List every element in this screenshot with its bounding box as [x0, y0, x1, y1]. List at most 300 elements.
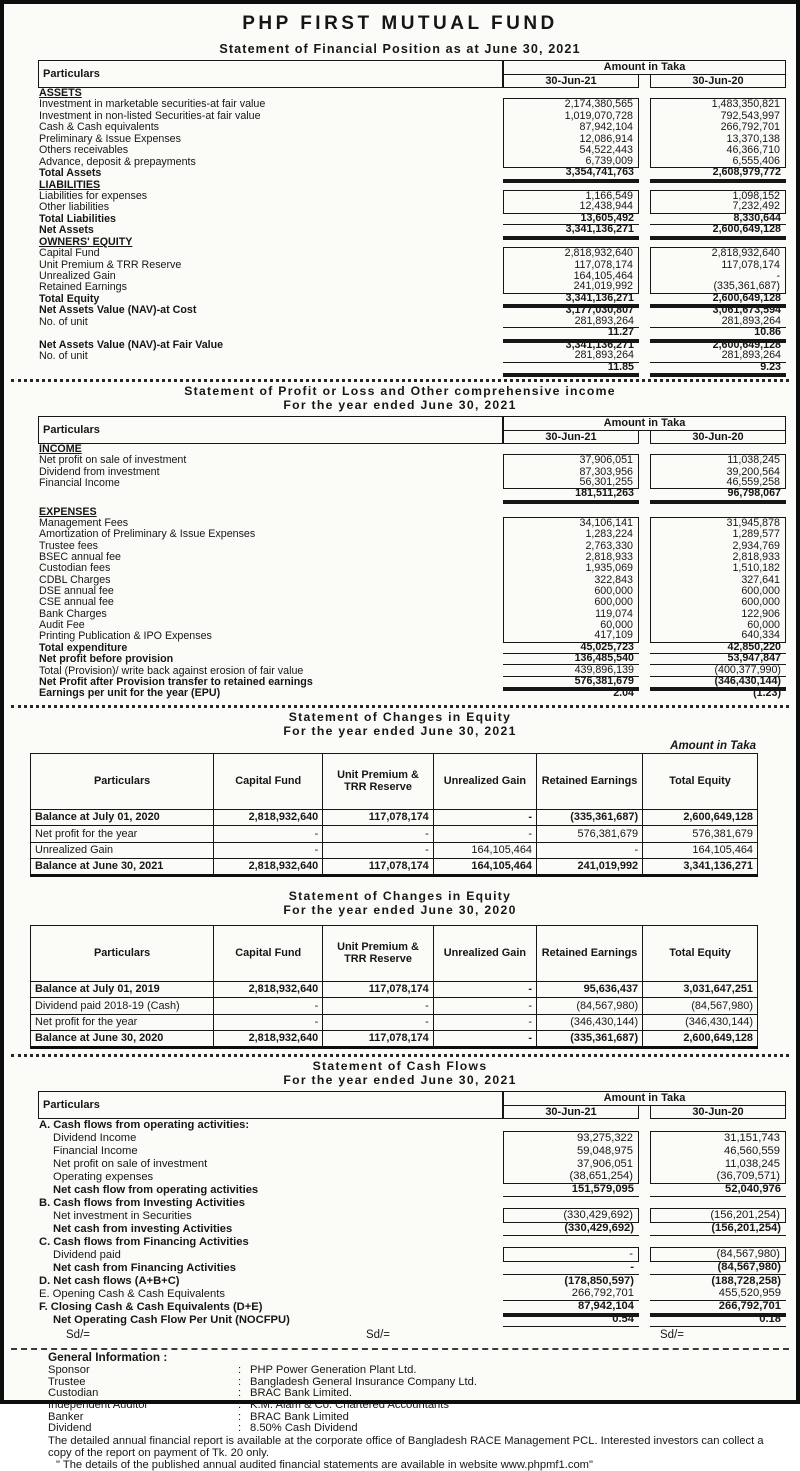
table-row	[38, 1210, 786, 1223]
row-label: Operating expenses	[53, 1170, 154, 1183]
info-value: 8.50% Cash Dividend	[250, 1422, 358, 1435]
value-2020: 2,608,979,772	[650, 167, 786, 179]
cell-value: 3,031,647,251	[643, 981, 758, 998]
table-row	[38, 609, 786, 620]
row-label: OWNERS' EQUITY	[39, 235, 133, 248]
value-2021: 136,485,540	[503, 653, 639, 665]
value-2020: 792,543,997	[650, 111, 786, 122]
column-header-2021: 30-Jun-21	[503, 75, 639, 88]
dotted-separator	[11, 1054, 789, 1057]
value-2020: 13,370,138	[650, 134, 786, 145]
cell-value: -	[433, 998, 536, 1015]
equity-column-header: Unit Premium & TRR Reserve	[323, 925, 434, 981]
row-label: Total Liabilities	[39, 212, 116, 225]
value-2021: 1,166,549	[503, 190, 639, 202]
row-label: Balance at June 30, 2021	[31, 859, 214, 876]
value-2021: 11.27	[503, 327, 639, 339]
cell-value: (84,567,980)	[643, 998, 758, 1015]
equity-row	[31, 842, 758, 859]
financial-position-rows	[38, 88, 786, 374]
dotted-separator	[11, 379, 789, 382]
row-label: Total (Provision)/ write back against erosion of fair value	[39, 664, 304, 677]
amount-header-group	[503, 60, 786, 88]
cell-value: 241,019,992	[536, 859, 642, 876]
website-note: " The details of the published annual audited financial statements are available in website www.phpmf1.com"	[56, 1458, 593, 1471]
column-header-2020: 30-Jun-20	[650, 431, 786, 444]
cell-value: 2,600,649,128	[643, 809, 758, 826]
table-row	[38, 360, 786, 374]
equity-2021-period: For the year ended June 30, 2021	[283, 723, 517, 738]
value-2020: 455,520,959	[650, 1287, 786, 1301]
report-availability-note: The detailed annual financial report is available at the corporate office of Bangladesh RACE Management PCL. Interested investors can collect a copy of the report on payment of Tk. 20 only.	[48, 1435, 764, 1459]
value-2020: 600,000	[650, 586, 786, 597]
value-2020: 10.86	[650, 327, 786, 339]
equity-column-header: Particulars	[31, 753, 214, 809]
table-row	[38, 1145, 786, 1158]
equity-row	[31, 809, 758, 826]
table-row	[38, 688, 786, 699]
equity-row	[31, 1031, 758, 1048]
value-2021: 322,843	[503, 575, 639, 586]
value-2021: 164,105,464	[503, 271, 639, 282]
value-2021: 417,109	[503, 630, 639, 642]
value-2020: 2,600,649,128	[712, 338, 781, 351]
value-2020: 281,893,264	[650, 350, 786, 362]
table-row	[38, 248, 786, 259]
general-information-section	[48, 1352, 782, 1471]
table-row	[38, 260, 786, 271]
profit-loss-statement	[38, 416, 786, 700]
row-label: Dividend paid 2018-19 (Cash)	[31, 998, 214, 1015]
table-row	[38, 1184, 786, 1197]
table-row	[38, 597, 786, 608]
value-2021: 11.85	[503, 362, 639, 374]
cell-value: 576,381,679	[643, 826, 758, 843]
cell-value: -	[536, 842, 642, 859]
general-info-row	[48, 1365, 782, 1377]
row-label: F. Closing Cash & Cash Equivalents (D+E)	[39, 1301, 263, 1314]
info-colon: :	[238, 1363, 242, 1376]
cell-value: -	[433, 809, 536, 826]
row-label: Cash & Cash equivalents	[39, 121, 160, 134]
value-2021: 3,177,030,807	[565, 304, 634, 317]
info-label: Trustee	[48, 1375, 86, 1388]
table-row	[38, 552, 786, 563]
general-information-heading: General Information :	[48, 1350, 168, 1365]
row-label: Unrealized Gain	[31, 842, 214, 859]
row-label: Unit Premium & TRR Reserve	[39, 258, 182, 271]
info-label: Sponsor	[48, 1363, 90, 1376]
cell-value: 164,105,464	[433, 859, 536, 876]
table-row	[38, 1223, 786, 1236]
row-label: Investment in marketable securities-at fair value	[39, 98, 266, 111]
equity-header-row	[31, 753, 758, 809]
cell-value: -	[433, 1031, 536, 1048]
cell-value: (84,567,980)	[536, 998, 642, 1015]
row-label: Net profit for the year	[31, 1014, 214, 1031]
row-label: Total expenditure	[39, 641, 128, 654]
value-2020: -	[650, 271, 786, 282]
dotted-separator	[11, 705, 789, 708]
amount-in-taka-header: Amount in Taka	[503, 1091, 786, 1106]
cash-flows-rows	[38, 1119, 786, 1328]
value-2020: 1,098,152	[650, 190, 786, 202]
value-2020: 60,000	[650, 620, 786, 631]
value-2021: 117,078,174	[503, 260, 639, 271]
row-label: Investment in non-listed Securities-at fair value	[39, 109, 261, 122]
value-2020: 8,330,644	[650, 213, 786, 225]
value-2021: 45,025,723	[503, 642, 639, 654]
info-label: Banker	[48, 1410, 84, 1423]
row-label: CSE annual fee	[39, 596, 114, 609]
amount-in-taka-note: Amount in Taka	[670, 739, 756, 752]
value-2020: (346,430,144)	[650, 676, 786, 688]
equity-2020-period: For the year ended June 30, 2020	[283, 902, 517, 917]
signature-row	[8, 1329, 792, 1344]
value-2020: 3,061,673,594	[712, 304, 781, 317]
cell-value: 117,078,174	[323, 859, 434, 876]
value-2021: 87,303,956	[503, 467, 639, 478]
column-header-2021: 30-Jun-21	[503, 431, 639, 444]
value-2020: 2,818,932,640	[650, 247, 786, 259]
value-2021: 576,381,679	[503, 676, 639, 688]
value-2021: 87,942,104	[503, 1300, 639, 1314]
cell-value: -	[323, 998, 434, 1015]
row-label: Dividend from investment	[39, 465, 160, 478]
value-2021: 12,086,914	[503, 134, 639, 145]
value-2020: 42,850,220	[650, 642, 786, 654]
equity-row	[31, 859, 758, 876]
column-header-2021: 30-Jun-21	[503, 1106, 639, 1119]
row-label: LIABILITIES	[39, 178, 101, 191]
row-label: Retained Earnings	[39, 281, 127, 294]
financial-position-statement	[38, 60, 786, 374]
value-2021: 281,893,264	[503, 350, 639, 362]
info-value: PHP Power Generation Plant Ltd.	[250, 1363, 417, 1376]
value-2021: (178,850,597)	[564, 1275, 634, 1288]
value-2021: 151,579,095	[503, 1183, 639, 1197]
particulars-header: Particulars	[38, 416, 503, 444]
row-label: Audit Fee	[39, 619, 85, 632]
row-label: C. Cash flows from Financing Activities	[39, 1235, 249, 1248]
value-2021: 181,511,263	[503, 488, 639, 500]
value-2020: 11,038,245	[650, 1158, 786, 1171]
info-colon: :	[238, 1410, 242, 1423]
value-2020: 39,200,564	[650, 467, 786, 478]
row-label: D. Net cash flows (A+B+C)	[39, 1275, 180, 1288]
profit-loss-rows	[38, 444, 786, 700]
cash-flows-period: For the year ended June 30, 2021	[283, 1072, 517, 1087]
value-2021: 266,792,701	[503, 1287, 639, 1301]
amount-header-group	[503, 416, 786, 444]
equity-row	[31, 981, 758, 998]
value-2021: 119,074	[503, 609, 639, 620]
cell-value: -	[323, 842, 434, 859]
row-label: BSEC annual fee	[39, 551, 121, 564]
table-row	[38, 455, 786, 466]
equity-column-header: Unrealized Gain	[433, 925, 536, 981]
cell-value: -	[214, 826, 323, 843]
row-label: Other liabilities	[39, 201, 110, 214]
value-2021: 6,739,009	[503, 156, 639, 168]
value-2020: 266,792,701	[650, 122, 786, 133]
row-label: B. Cash flows from Investing Activities	[39, 1196, 245, 1209]
table-header	[38, 1091, 786, 1119]
amount-in-taka-header: Amount in Taka	[503, 60, 786, 75]
equity-row	[31, 826, 758, 843]
value-2021: 59,048,975	[503, 1145, 639, 1158]
cell-value: -	[323, 826, 434, 843]
row-label: Net cash from Financing Activities	[53, 1262, 236, 1275]
cell-value: 3,341,136,271	[643, 859, 758, 876]
row-label: Net cash flow from operating activities	[53, 1183, 259, 1196]
signature-sd: Sd/=	[366, 1329, 390, 1342]
row-label: Net profit on sale of investment	[53, 1157, 208, 1170]
value-2021: 37,906,051	[503, 454, 639, 466]
value-2020: (335,361,687)	[650, 281, 786, 293]
value-2021: 1,019,070,728	[503, 111, 639, 122]
row-label: CDBL Charges	[39, 573, 111, 586]
row-label: Net profit on sale of investment	[39, 454, 187, 467]
value-2021: 439,896,139	[503, 665, 639, 677]
row-label: No. of unit	[39, 315, 88, 328]
value-2021: 600,000	[503, 597, 639, 608]
table-row	[38, 1262, 786, 1275]
table-row	[38, 225, 786, 236]
cell-value: (346,430,144)	[536, 1014, 642, 1031]
value-2021: 54,522,443	[503, 145, 639, 156]
value-2021: 12,438,944	[503, 201, 639, 213]
table-row	[38, 1249, 786, 1262]
value-2021: 281,893,264	[503, 316, 639, 328]
value-2021: (330,429,692)	[503, 1222, 639, 1236]
value-2020: 2,818,933	[650, 552, 786, 563]
cell-value: (335,361,687)	[536, 809, 642, 826]
fund-title: PHP FIRST MUTUAL FUND	[242, 13, 558, 34]
cell-value: 2,818,932,640	[214, 859, 323, 876]
value-2021: 1,935,069	[503, 563, 639, 574]
value-2020: 96,798,067	[650, 488, 786, 500]
table-row	[38, 586, 786, 597]
value-2021: 93,275,322	[503, 1131, 639, 1145]
row-label: Net profit before provision	[39, 653, 174, 666]
cell-value: 164,105,464	[433, 842, 536, 859]
value-2020: 31,151,743	[650, 1131, 786, 1145]
table-row	[38, 1132, 786, 1145]
cell-value: -	[214, 1014, 323, 1031]
cell-value: 95,636,437	[536, 981, 642, 998]
row-label: Net Assets	[39, 224, 94, 237]
value-2021: 2.04	[613, 687, 634, 700]
value-2021: 2,818,932,640	[503, 247, 639, 259]
cell-value: 2,600,649,128	[643, 1031, 758, 1048]
row-label: Amortization of Preliminary & Issue Expenses	[39, 528, 256, 541]
value-2020: 117,078,174	[650, 260, 786, 271]
cell-value: (335,361,687)	[536, 1031, 642, 1048]
row-label: Net Profit after Provision transfer to retained earnings	[39, 675, 313, 688]
value-2020: 9.23	[650, 362, 786, 374]
value-2020: 1,510,182	[650, 563, 786, 574]
row-label: E. Opening Cash & Cash Equivalents	[39, 1288, 225, 1301]
value-2020: 0.18	[650, 1313, 786, 1327]
value-2021: 34,106,141	[503, 517, 639, 529]
cash-flows-subtitle: Statement of Cash Flows	[312, 1058, 488, 1073]
row-label: Preliminary & Issue Expenses	[39, 132, 181, 145]
cell-value: -	[323, 1014, 434, 1031]
value-2021: 3,354,741,763	[503, 167, 639, 179]
cell-value: (346,430,144)	[643, 1014, 758, 1031]
table-row	[38, 1314, 786, 1327]
equity-2021-subtitle: Statement of Changes in Equity	[288, 709, 512, 724]
value-2021: 2,763,330	[503, 541, 639, 552]
amount-header-group	[503, 1091, 786, 1119]
table-row	[38, 575, 786, 586]
value-2021: 87,942,104	[503, 122, 639, 133]
profit-loss-period: For the year ended June 30, 2021	[283, 397, 517, 412]
info-colon: :	[238, 1375, 242, 1388]
column-header-2020: 30-Jun-20	[650, 1106, 786, 1119]
table-row	[38, 1301, 786, 1314]
info-colon: :	[238, 1387, 242, 1400]
general-information-items	[48, 1365, 782, 1435]
value-2021: 56,301,255	[503, 477, 639, 489]
value-2020: 281,893,264	[650, 316, 786, 328]
info-colon: :	[238, 1422, 242, 1435]
value-2021: -	[503, 1261, 639, 1275]
row-label: Printing Publication & IPO Expenses	[39, 630, 212, 643]
row-label: Liabilities for expenses	[39, 189, 148, 202]
value-2021: 2,174,380,565	[503, 98, 639, 110]
table-row	[38, 563, 786, 574]
row-label: Trustee fees	[39, 539, 99, 552]
value-2020: 640,334	[650, 630, 786, 642]
cell-value: 117,078,174	[323, 981, 434, 998]
row-label: Earnings per unit for the year (EPU)	[39, 687, 221, 700]
value-2021: (330,429,692)	[503, 1208, 639, 1223]
cell-value: -	[433, 826, 536, 843]
table-row	[38, 1275, 786, 1288]
row-label: Financial Income	[39, 477, 120, 490]
value-2020: (188,728,258)	[711, 1275, 781, 1288]
row-label: Net Assets Value (NAV)-at Cost	[39, 304, 197, 317]
cell-value: 2,818,932,640	[214, 1031, 323, 1048]
equity-row	[31, 998, 758, 1015]
value-2020: 600,000	[650, 597, 786, 608]
equity-column-header: Capital Fund	[214, 925, 323, 981]
table-row	[38, 328, 786, 339]
value-2020: (1.23)	[753, 687, 781, 700]
value-2020: 1,289,577	[650, 529, 786, 540]
value-2020: 327,641	[650, 575, 786, 586]
info-value: BRAC Bank Limited.	[250, 1387, 352, 1400]
row-label: Net Assets Value (NAV)-at Fair Value	[39, 338, 224, 351]
table-row	[38, 168, 786, 179]
value-2020: 266,792,701	[650, 1300, 786, 1314]
info-label: Custodian	[48, 1387, 99, 1400]
particulars-header: Particulars	[38, 60, 503, 88]
row-label: Custodian fees	[39, 562, 111, 575]
row-label: EXPENSES	[39, 505, 97, 518]
value-2020: 11,038,245	[650, 454, 786, 466]
value-2020: 46,366,710	[650, 145, 786, 156]
value-2021: -	[503, 1247, 639, 1262]
value-2021: 2,818,933	[503, 552, 639, 563]
value-2020: 31,945,878	[650, 517, 786, 529]
row-label: Management Fees	[39, 517, 129, 530]
equity-column-header: Particulars	[31, 925, 214, 981]
value-2020: (84,567,980)	[650, 1247, 786, 1262]
table-header	[38, 416, 786, 444]
cell-value: 2,818,932,640	[214, 809, 323, 826]
value-2020: 52,040,976	[650, 1183, 786, 1197]
value-2021: 13,605,492	[503, 213, 639, 225]
equity-2020-table	[30, 925, 758, 1049]
table-row	[38, 134, 786, 145]
value-2020: 7,232,492	[650, 201, 786, 213]
equity-2020-section	[30, 925, 758, 1049]
equity-2021-table	[30, 753, 758, 877]
cell-value: 576,381,679	[536, 826, 642, 843]
value-2020: (156,201,254)	[650, 1208, 786, 1223]
row-label: Balance at July 01, 2019	[31, 981, 214, 998]
particulars-header: Particulars	[38, 1091, 503, 1119]
row-label: A. Cash flows from operating activities:	[39, 1118, 250, 1131]
info-colon: :	[238, 1399, 242, 1412]
value-2021: 1,283,224	[503, 529, 639, 540]
row-label: No. of unit	[39, 350, 88, 363]
value-2021: 60,000	[503, 620, 639, 631]
cell-value: -	[433, 1014, 536, 1031]
info-label: Independent Auditor	[48, 1399, 149, 1412]
column-header-2020: 30-Jun-20	[650, 75, 786, 88]
table-row	[38, 529, 786, 540]
general-info-row	[48, 1423, 782, 1435]
value-2020: (156,201,254)	[650, 1222, 786, 1236]
table-row	[38, 1171, 786, 1184]
value-2020: 122,906	[650, 609, 786, 620]
value-2021: (38,651,254)	[503, 1170, 639, 1184]
row-label: Net investment in Securities	[53, 1209, 192, 1222]
table-header	[38, 60, 786, 88]
row-label: Net profit for the year	[31, 826, 214, 843]
table-row	[38, 1119, 786, 1132]
table-row	[38, 1158, 786, 1171]
value-2020: 53,947,847	[650, 653, 786, 665]
info-label: Dividend	[48, 1422, 92, 1435]
cell-value: 2,818,932,640	[214, 981, 323, 998]
row-label: Net Operating Cash Flow Per Unit (NOCFPU)	[53, 1314, 290, 1327]
cell-value: 117,078,174	[323, 1031, 434, 1048]
profit-loss-subtitle: Statement of Profit or Loss and Other comprehensive income	[184, 383, 616, 398]
value-2021: 241,019,992	[503, 281, 639, 293]
financial-position-subtitle: Statement of Financial Position as at June 30, 2021	[219, 42, 581, 56]
row-label: DSE annual fee	[39, 585, 114, 598]
row-label: Bank Charges	[39, 607, 107, 620]
row-label: Balance at July 01, 2020	[31, 809, 214, 826]
cell-value: -	[433, 981, 536, 998]
equity-column-header: Total Equity	[643, 753, 758, 809]
info-value: K.M. Alam & Co. Chartered Accountants	[250, 1399, 449, 1412]
value-2021: 3,341,136,271	[503, 224, 639, 236]
equity-2021-section	[30, 740, 758, 877]
equity-header-row	[31, 925, 758, 981]
info-value: BRAC Bank Limited	[250, 1410, 349, 1423]
general-info-row	[48, 1400, 782, 1412]
value-2021: 0.54	[503, 1313, 639, 1327]
value-2021: 3,341,136,271	[503, 293, 639, 305]
table-row	[38, 541, 786, 552]
value-2020: (400,377,990)	[650, 665, 786, 677]
